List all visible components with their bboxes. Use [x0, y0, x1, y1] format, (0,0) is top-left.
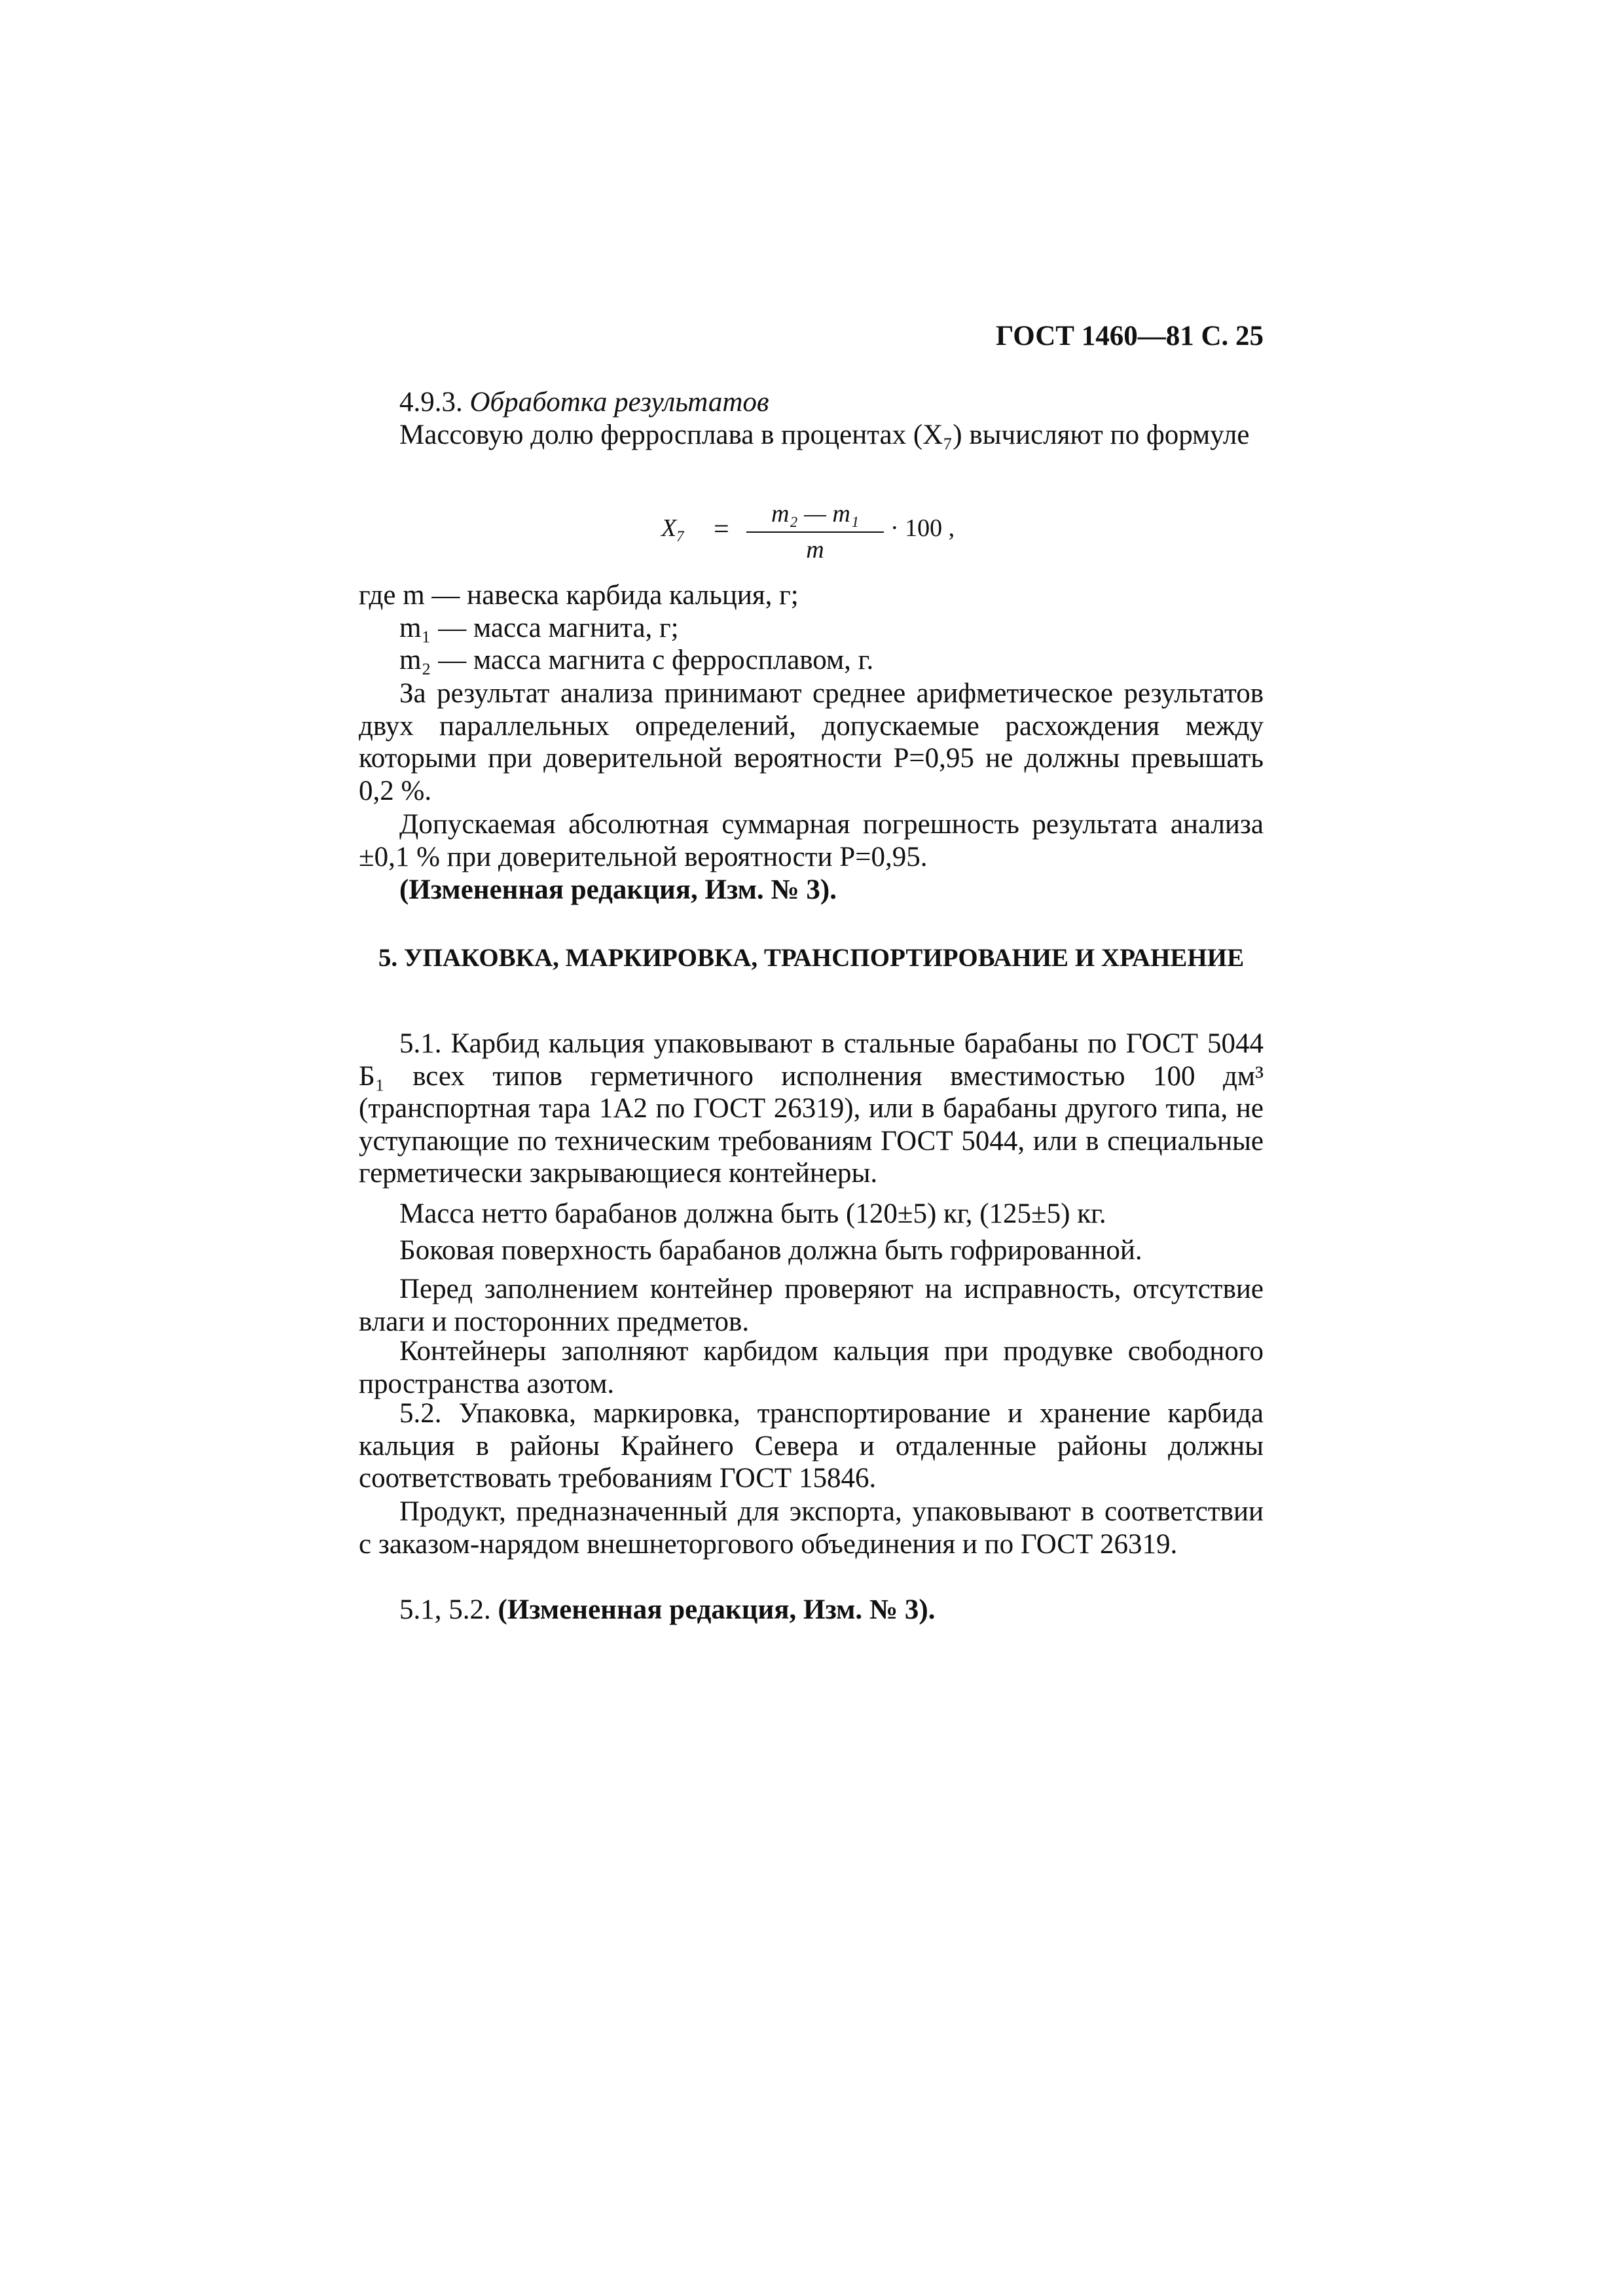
paragraph-before: Перед заполнением контейнер проверяют на исправность, отсутствие влаги и посторонних предметов.	[359, 1274, 1264, 1337]
section-title: Обработка результатов	[469, 387, 769, 418]
formula-equals: =	[714, 514, 729, 545]
formula	[661, 497, 1120, 576]
definition-item: m₂ — масса магнита с ферросплавом, г.	[399, 645, 874, 675]
error-paragraph: Допускаемая абсолютная суммарная погрешность результата анализа ±0,1 % при доверительной вероятности P=0,95.	[359, 809, 1264, 872]
paragraph-side: Боковая поверхность барабанов должна быть гофрированной.	[399, 1235, 1142, 1266]
formula-numerator: m₂ — m₁	[771, 500, 860, 528]
formula-denominator: m	[806, 536, 824, 564]
formula-intro: Массовую долю ферросплава в процентах (X₇) вычисляют по формуле	[399, 420, 1250, 450]
formula-fraction	[746, 497, 884, 564]
paragraph-export: Продукт, предназначенный для экспорта, упаковывают в соответствии с заказом-нарядом внешнеторгового объединения и по ГОСТ 26319.	[359, 1496, 1264, 1560]
section-4-9-3-heading	[359, 386, 1264, 419]
definitions	[359, 579, 1264, 677]
section-5-title: 5. УПАКОВКА, МАРКИРОВКА, ТРАНСПОРТИРОВАНИЕ И ХРАНЕНИЕ	[378, 944, 1245, 972]
section-number: 4.9.3.	[399, 387, 463, 418]
fraction-bar	[746, 531, 884, 533]
paragraph-5-1: 5.1. Карбид кальция упаковывают в стальные барабаны по ГОСТ 5044 Б₁ всех типов герметичного исполнения вместимостью 100 дм³ (транспортная тара 1А2 по ГОСТ 26319), или в барабаны другого типа, не уступающие по техническим требованиям ГОСТ 5044, или в специальные герметически закрывающиеся контейнеры.	[359, 1028, 1264, 1189]
result-paragraph: За результат анализа принимают среднее арифметическое результатов двух параллельных определений, допускаемые расхождения между которыми при доверительной вероятности P=0,95 не должны превышать 0,2 %.	[359, 678, 1264, 806]
amendment-note-2	[359, 1594, 1264, 1626]
paragraph-5-2: 5.2. Упаковка, маркировка, транспортирование и хранение карбида кальция в районы Крайнего Севера и отдаленные районы должны соответствовать требованиям ГОСТ 15846.	[359, 1398, 1264, 1494]
definition-item: m₁ — масса магнита, г;	[399, 612, 679, 643]
formula-rhs: · 100 ,	[890, 514, 955, 542]
definition-item: где m — навеска карбида кальция, г;	[359, 580, 799, 611]
paragraph-mass: Масса нетто барабанов должна быть (120±5) кг, (125±5) кг.	[399, 1198, 1106, 1229]
paragraph-containers: Контейнеры заполняют карбидом кальция при продувке свободного пространства азотом.	[359, 1336, 1264, 1399]
amendment-ref: 5.1, 5.2.	[399, 1594, 491, 1625]
formula-lhs: X₇	[661, 514, 685, 542]
amendment-note: (Измененная редакция, Изм. № 3).	[399, 874, 837, 905]
amendment-text: (Измененная редакция, Изм. № 3).	[498, 1594, 936, 1625]
page-header: ГОСТ 1460—81 С. 25	[995, 321, 1264, 351]
